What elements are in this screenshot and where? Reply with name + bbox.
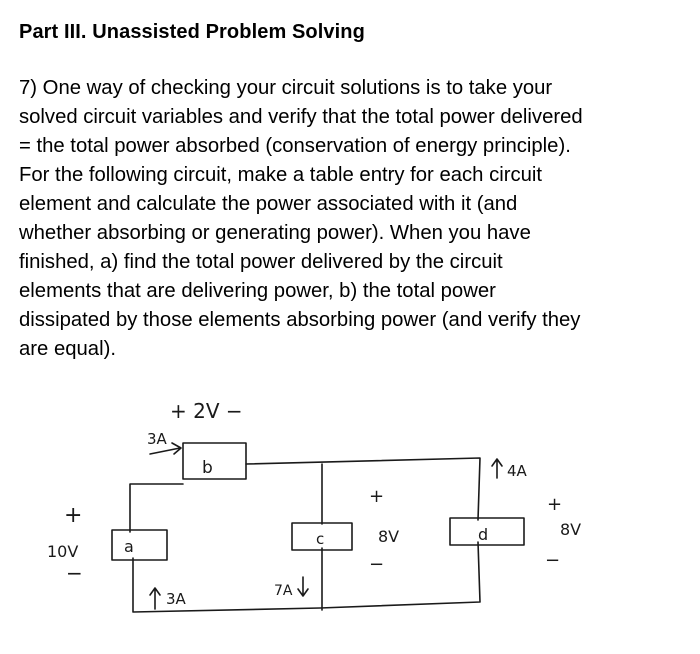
problem-line: are equal).: [19, 338, 116, 360]
wire-a-to-b: [130, 484, 183, 532]
a-voltage-minus: −: [66, 561, 83, 585]
circuit-diagram: [0, 380, 700, 650]
problem-line: element and calculate the power associated with it (and: [19, 193, 518, 215]
problem-line: elements that are delivering power, b) the total power: [19, 280, 496, 302]
c-voltage-label: 8V: [378, 527, 400, 546]
element-d-label: d: [478, 525, 489, 544]
problem-line: solved circuit variables and verify that the total power delivered: [19, 106, 583, 128]
problem-line: whether absorbing or generating power). When you have: [19, 222, 531, 244]
element-a-label: a: [124, 537, 134, 556]
section-heading: Part III. Unassisted Problem Solving: [19, 21, 365, 43]
problem-line: dissipated by those elements absorbing power (and verify they: [19, 309, 581, 331]
problem-line: = the total power absorbed (conservation of energy principle).: [19, 135, 571, 157]
problem-line: 7) One way of checking your circuit solutions is to take your: [19, 77, 553, 99]
problem-statement: [19, 74, 583, 364]
problem-line: finished, a) find the total power delivered by the circuit: [19, 251, 503, 273]
d-voltage-label: 8V: [560, 520, 582, 539]
d-current-arrow-icon: [492, 459, 502, 478]
a-current-arrow-icon: [150, 588, 160, 609]
d-voltage-minus: −: [545, 550, 561, 571]
problem-line: For the following circuit, make a table entry for each circuit: [19, 164, 543, 186]
c-current-arrow-icon: [298, 577, 308, 596]
c-current-label: 7A: [274, 583, 293, 599]
c-voltage-plus: +: [369, 486, 385, 507]
a-voltage-plus: +: [64, 503, 83, 528]
element-a-box: [112, 530, 167, 560]
a-voltage-label: 10V: [47, 542, 79, 561]
b-voltage-label: + 2V −: [170, 399, 243, 423]
wire-top: [246, 458, 480, 520]
d-current-label: 4A: [507, 462, 527, 480]
a-current-label: 3A: [166, 590, 186, 608]
element-b-label: b: [202, 458, 213, 478]
b-current-label: 3A: [147, 430, 167, 448]
d-voltage-plus: +: [547, 494, 563, 515]
element-c-label: c: [316, 530, 325, 548]
element-b-box: [183, 443, 246, 479]
c-voltage-minus: −: [369, 554, 385, 575]
